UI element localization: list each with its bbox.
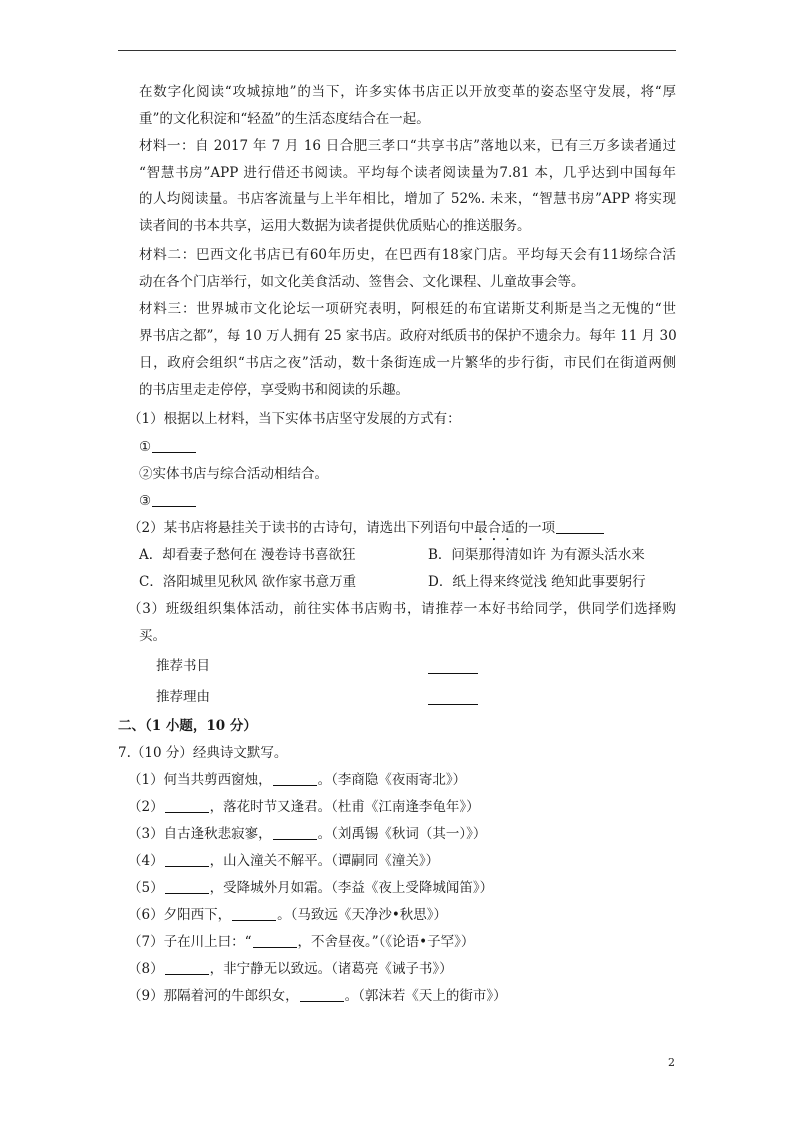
passage-line: 材料二：巴西文化书店已有60年历史，在巴西有18家门店。平均每天会有11场综合活 [139,247,676,263]
part3-prompt-line: 买。 [139,628,166,644]
answer-marker: ② [139,466,153,482]
recitation-item [128,794,480,821]
item-number: （6） [128,907,164,923]
recommend-reason-field [156,684,486,711]
item-text-after: ，受降城外月如霜。（李益《夜上受降城闻笛》） [209,880,494,896]
item-text-after: ，不舍昼夜。”（《论语•子罕》） [297,934,475,950]
answer-blank [232,911,276,921]
item-text-after: ，山入潼关不解平。（谭嗣同《潼关》） [209,853,440,869]
prompt-text: 的一项 [514,520,556,536]
answer-blank [428,664,478,674]
answer-marker: ① [139,439,152,455]
part1-answer-3 [139,488,197,515]
answer-blank [165,884,209,894]
passage-line: 日，政府会组织“书店之夜”活动，数十条街连成一片繁华的步行街，市民们在街道两侧 [139,355,676,371]
recitation-item [128,902,447,929]
item-number: （2） [128,799,164,815]
item-text-after: ，非宁静无以致远。（诸葛亮《诫子书》） [209,961,453,977]
prompt-text: （2）某书店将悬挂关于读书的古诗句，请选出下列语句中 [128,520,475,536]
item-text-before: 夕阳西下， [163,907,232,923]
item-text-after: 。（郭沫若《天上的街市》） [344,988,507,1004]
part1-prompt: （1）根据以上材料，当下实体书店坚守发展的方式有： [128,411,461,427]
option-d [428,569,646,596]
passage-line: 材料三：世界城市文化论坛一项研究表明，阿根廷的布宜诺斯艾利斯是当之无愧的“世 [139,301,676,317]
recitation-item [128,848,439,875]
answer-blank [152,497,196,507]
item-text-after: 。（刘禹锡《秋词（其一）》） [317,826,487,842]
part1-answer-2 [139,461,328,488]
header-rule [118,50,676,51]
passage-line: 重”的文化积淀和“轻盈”的生活态度结合在一起。 [139,111,430,127]
item-text-after: 。（马致远《天净沙•秋思》） [277,907,448,923]
option-a [139,542,356,569]
field-label: 推荐书目 [156,658,210,674]
option-c [139,569,356,596]
answer-blank [253,938,297,948]
item-text-before: 自古逢秋悲寂寥， [163,826,272,842]
option-label: A． [139,547,163,563]
recitation-item [128,929,474,956]
option-text: 却看妻子愁何在 漫卷诗书喜欲狂 [162,547,356,563]
passage-line: 材料一：自 2017 年 7 月 16 日合肥三孝口“共享书店”落地以来，已有三万多读者通过 [139,138,676,154]
item-number: （9） [128,988,164,1004]
option-b [428,542,645,569]
item-number: （1） [128,772,164,788]
part3-prompt-line: （3）班级组织集体活动，前往实体书店购书，请推荐一本好书给同学，供同学们选择购 [128,601,676,617]
section-heading: 二、（1 小题，10 分） [118,718,257,734]
item-text-after: ，落花时节又逢君。（杜甫《江南逢李龟年》） [209,799,480,815]
emphasized-text: 最合适 [474,520,515,536]
answer-blank [152,443,196,453]
option-text: 问渠那得清如许 为有源头活水来 [451,547,645,563]
part1-answer-1 [139,434,197,461]
item-text-after: 。（李商隐《夜雨寄北》） [317,772,467,788]
passage-line: 读者间的书本共享，运用大数据为读者提供优质贴心的推送服务。 [139,218,531,234]
answer-text: 实体书店与综合活动相结合。 [152,466,328,482]
passage-line: 在数字化阅读“攻城掠地”的当下，许多实体书店正以开放变革的姿态坚守发展，将“厚 [139,84,676,100]
answer-marker: ③ [139,493,152,509]
item-number: （7） [128,934,164,950]
option-label: D． [428,574,453,590]
item-number: （8） [128,961,164,977]
answer-blank [273,776,317,786]
item-number: （3） [128,826,164,842]
option-label: C． [139,574,163,590]
item-text-before: 何当共剪西窗烛， [163,772,272,788]
answer-blank [165,857,209,867]
page-number: 2 [668,1056,675,1069]
part2-prompt [128,515,605,542]
recitation-item [128,983,507,1010]
item-number: （4） [128,853,164,869]
passage-line: “智慧书房”APP 进行借还书阅读。平均每个读者阅读量为7.81 本，几乎达到中国每年 [139,165,676,181]
passage-line: 的人均阅读量。书店客流量与上半年相比，增加了 52%. 未来，“智慧书房”APP 将实现 [139,191,676,207]
recitation-item [128,956,453,983]
recitation-item [128,821,486,848]
answer-blank [165,965,209,975]
option-label: B． [428,547,452,563]
item-text-before: 那隔着河的牛郎织女， [163,988,299,1004]
answer-blank [273,830,317,840]
answer-blank [428,695,478,705]
field-label: 推荐理由 [156,689,210,705]
recitation-item [128,767,466,794]
question-title: 7.（10 分）经典诗文默写。 [118,745,288,761]
answer-blank [165,803,209,813]
passage-line: 动在各个门店举行，如文化美食活动、签售会、文化课程、儿童故事会等。 [139,274,585,290]
option-text: 洛阳城里见秋风 欲作家书意万重 [162,574,357,590]
item-text-before: 子在川上曰：“ [163,934,252,950]
item-number: （5） [128,880,164,896]
recommend-title-field [156,653,486,680]
passage-line: 的书店里走走停停，享受购书和阅读的乐趣。 [139,382,409,398]
option-text: 纸上得来终觉浅 绝知此事要躬行 [452,574,646,590]
answer-blank [300,992,344,1002]
passage-line: 界书店之都”，每 10 万人拥有 25 家书店。政府对纸质书的保护不遗余力。每年 11 月 30 [139,328,677,344]
recitation-item [128,875,493,902]
answer-blank [556,524,604,534]
